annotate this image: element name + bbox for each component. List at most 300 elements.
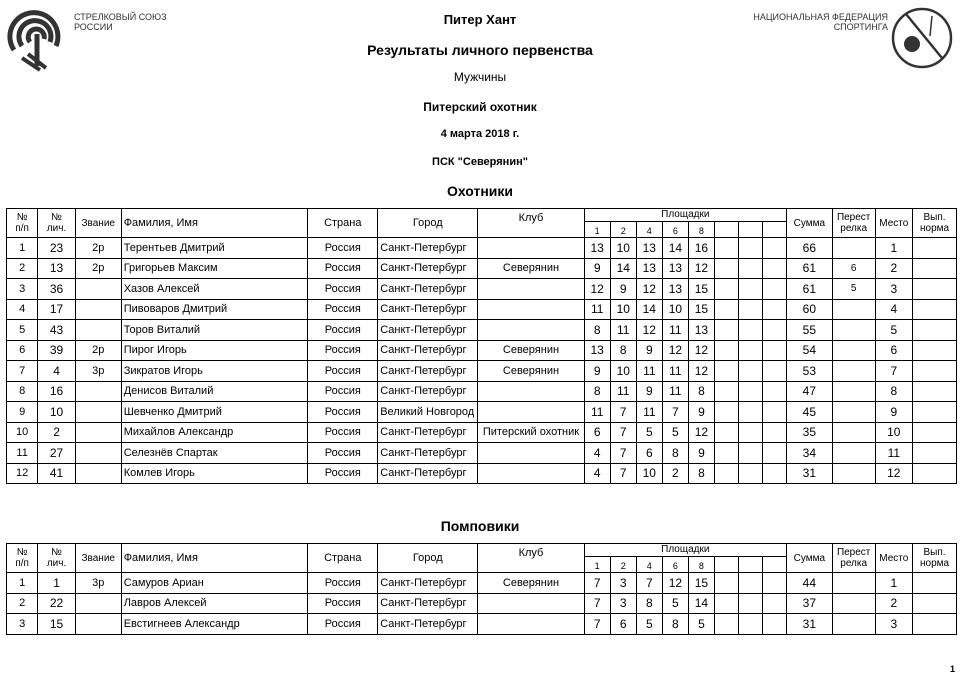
cell-name: Шевченко Дмитрий — [121, 402, 308, 423]
cell-score: 5 — [636, 422, 662, 443]
cell-sum: 44 — [786, 573, 832, 594]
cell-score: 14 — [610, 258, 636, 279]
cell-score: 7 — [610, 422, 636, 443]
cell-shootoff — [832, 463, 875, 484]
cell-pp: 3 — [7, 279, 38, 300]
cell-score: 14 — [662, 238, 688, 259]
cell-sum: 61 — [786, 279, 832, 300]
cell-shootoff: 5 — [832, 279, 875, 300]
cell-score: 9 — [584, 361, 610, 382]
cell-country: Россия — [308, 463, 378, 484]
cell-lic: 22 — [38, 593, 76, 614]
cell-lic: 43 — [38, 320, 76, 341]
cell-club — [478, 279, 584, 300]
col-place: Место — [875, 544, 913, 573]
cell-country: Россия — [308, 443, 378, 464]
cell-score: 13 — [584, 340, 610, 361]
table-row — [7, 238, 957, 259]
cell-rank — [75, 463, 121, 484]
cell-lic: 1 — [38, 573, 76, 594]
cell-country: Россия — [308, 299, 378, 320]
cell-score: 12 — [688, 258, 714, 279]
cell-score-empty — [738, 381, 762, 402]
cell-score: 7 — [610, 443, 636, 464]
area-num: 1 — [584, 222, 610, 238]
cell-lic: 16 — [38, 381, 76, 402]
cell-country: Россия — [308, 340, 378, 361]
cell-norm — [913, 573, 957, 594]
cell-score: 10 — [636, 463, 662, 484]
cell-score: 8 — [662, 443, 688, 464]
cell-place: 11 — [875, 443, 913, 464]
cell-score: 4 — [584, 463, 610, 484]
cell-score-empty — [738, 402, 762, 423]
cell-rank — [75, 381, 121, 402]
cell-rank — [75, 422, 121, 443]
cell-shootoff — [832, 422, 875, 443]
col-lich-line2: лич. — [46, 223, 67, 234]
area-num: 8 — [688, 557, 714, 573]
table-row — [7, 279, 957, 300]
cell-name: Зикратов Игорь — [121, 361, 308, 382]
table-row — [7, 299, 957, 320]
cell-name: Селезнёв Спартак — [121, 443, 308, 464]
cell-score-empty — [738, 340, 762, 361]
cell-score: 6 — [636, 443, 662, 464]
col-sum: Сумма — [786, 209, 832, 238]
cell-score: 10 — [610, 299, 636, 320]
cell-city: Санкт-Петербург — [378, 614, 478, 635]
cell-score: 7 — [636, 573, 662, 594]
cell-name: Лавров Алексей — [121, 593, 308, 614]
cell-score: 12 — [688, 361, 714, 382]
cell-score: 5 — [662, 593, 688, 614]
cell-city: Санкт-Петербург — [378, 299, 478, 320]
cell-name: Хазов Алексей — [121, 279, 308, 300]
table-row — [7, 573, 957, 594]
cell-score: 11 — [610, 320, 636, 341]
cell-score-empty — [738, 238, 762, 259]
cell-place: 9 — [875, 402, 913, 423]
cell-pp: 9 — [7, 402, 38, 423]
cell-rank — [75, 593, 121, 614]
cell-score: 13 — [688, 320, 714, 341]
cell-city: Санкт-Петербург — [378, 340, 478, 361]
table-row — [7, 381, 957, 402]
cell-shootoff — [832, 443, 875, 464]
cell-pp: 7 — [7, 361, 38, 382]
cell-norm — [913, 443, 957, 464]
cell-score-empty — [738, 614, 762, 635]
cell-norm — [913, 361, 957, 382]
cell-score: 14 — [688, 593, 714, 614]
cell-score: 3 — [610, 573, 636, 594]
cell-score: 14 — [636, 299, 662, 320]
results-table-pump — [6, 543, 957, 635]
cell-score: 15 — [688, 299, 714, 320]
cell-norm — [913, 614, 957, 635]
area-empty — [738, 222, 762, 238]
cell-place: 6 — [875, 340, 913, 361]
cell-club: Северянин — [478, 361, 584, 382]
col-norm-line1: Вып. — [923, 547, 946, 558]
results-body-hunters — [7, 238, 957, 484]
cell-shootoff — [832, 614, 875, 635]
cell-club: Северянин — [478, 258, 584, 279]
cell-score: 8 — [584, 320, 610, 341]
cell-score: 5 — [636, 614, 662, 635]
org-right-line1: НАЦИОНАЛЬНАЯ ФЕДЕРАЦИЯ — [753, 12, 888, 22]
cell-shootoff — [832, 299, 875, 320]
cell-sum: 34 — [786, 443, 832, 464]
area-empty — [738, 557, 762, 573]
cell-rank — [75, 299, 121, 320]
cell-score: 6 — [610, 614, 636, 635]
col-norm-line1: Вып. — [923, 212, 946, 223]
cell-city: Санкт-Петербург — [378, 238, 478, 259]
cell-club — [478, 238, 584, 259]
cell-club — [478, 299, 584, 320]
cell-score: 7 — [584, 573, 610, 594]
col-shootoff-line2: релка — [840, 223, 868, 234]
cell-city: Санкт-Петербург — [378, 422, 478, 443]
table-row — [7, 402, 957, 423]
table-row — [7, 258, 957, 279]
col-pp-line1: № — [16, 547, 28, 558]
cell-score-empty — [738, 573, 762, 594]
cell-score: 15 — [688, 279, 714, 300]
cell-club — [478, 463, 584, 484]
cell-country: Россия — [308, 279, 378, 300]
cell-score: 5 — [662, 422, 688, 443]
cell-name: Денисов Виталий — [121, 381, 308, 402]
cell-rank — [75, 443, 121, 464]
table-row — [7, 614, 957, 635]
cell-score: 8 — [636, 593, 662, 614]
cell-club — [478, 402, 584, 423]
cell-rank — [75, 279, 121, 300]
cell-score: 11 — [636, 361, 662, 382]
cell-lic: 17 — [38, 299, 76, 320]
cell-rank: 3р — [75, 573, 121, 594]
cell-score: 13 — [662, 279, 688, 300]
cell-score: 7 — [610, 402, 636, 423]
cell-country: Россия — [308, 361, 378, 382]
cell-score: 12 — [636, 279, 662, 300]
cell-city: Санкт-Петербург — [378, 279, 478, 300]
col-pp-line1: № — [16, 212, 28, 223]
event-venue: ПСК "Северянин" — [432, 156, 528, 168]
cell-score-empty — [762, 593, 786, 614]
cell-score-empty — [762, 573, 786, 594]
col-place: Место — [875, 209, 913, 238]
area-num: 4 — [636, 222, 662, 238]
cell-pp: 2 — [7, 593, 38, 614]
cell-score: 13 — [636, 258, 662, 279]
section-title-hunters: Охотники — [446, 183, 514, 199]
cell-norm — [913, 258, 957, 279]
cell-place: 2 — [875, 593, 913, 614]
cell-score-empty — [714, 340, 738, 361]
col-shootoff — [832, 544, 875, 573]
cell-score-empty — [714, 279, 738, 300]
cell-score-empty — [714, 320, 738, 341]
table-row — [7, 443, 957, 464]
cell-pp: 1 — [7, 238, 38, 259]
cell-city: Санкт-Петербург — [378, 443, 478, 464]
cell-pp: 1 — [7, 573, 38, 594]
cell-score-empty — [762, 614, 786, 635]
cell-score: 7 — [662, 402, 688, 423]
cell-score: 9 — [688, 402, 714, 423]
cell-shootoff — [832, 573, 875, 594]
cell-score: 2 — [662, 463, 688, 484]
cell-city: Санкт-Петербург — [378, 258, 478, 279]
cell-score-empty — [762, 443, 786, 464]
event-title: Питер Хант — [443, 12, 517, 27]
cell-score-empty — [762, 463, 786, 484]
cell-score: 9 — [636, 381, 662, 402]
col-lich-line2: лич. — [46, 558, 67, 569]
col-pp — [7, 544, 38, 573]
cell-club: Питерский охотник — [478, 422, 584, 443]
area-empty — [762, 222, 786, 238]
cell-score: 9 — [636, 340, 662, 361]
cell-club: Северянин — [478, 573, 584, 594]
cell-norm — [913, 238, 957, 259]
cell-rank: 2р — [75, 238, 121, 259]
cell-score: 12 — [662, 573, 688, 594]
cell-score: 9 — [584, 258, 610, 279]
cell-shootoff — [832, 593, 875, 614]
cell-place: 2 — [875, 258, 913, 279]
table-row — [7, 422, 957, 443]
cell-place: 3 — [875, 279, 913, 300]
cell-score-empty — [738, 422, 762, 443]
col-name: Фамилия, Имя — [121, 544, 308, 573]
cell-score-empty — [714, 422, 738, 443]
cell-lic: 10 — [38, 402, 76, 423]
area-num: 2 — [610, 557, 636, 573]
col-areas: Площадки — [584, 209, 786, 222]
col-lich — [38, 209, 76, 238]
cell-score-empty — [738, 299, 762, 320]
org-left-line1: СТРЕЛКОВЫЙ СОЮЗ — [74, 12, 167, 22]
cell-score-empty — [762, 381, 786, 402]
cell-score: 11 — [662, 381, 688, 402]
cell-score-empty — [714, 614, 738, 635]
cell-pp: 2 — [7, 258, 38, 279]
cell-norm — [913, 320, 957, 341]
cell-place: 1 — [875, 238, 913, 259]
cell-rank: 2р — [75, 258, 121, 279]
cell-sum: 47 — [786, 381, 832, 402]
cell-score: 9 — [610, 279, 636, 300]
col-shootoff-line2: релка — [840, 558, 868, 569]
section-title-pump: Помповики — [440, 518, 520, 534]
cell-place: 12 — [875, 463, 913, 484]
area-empty — [762, 557, 786, 573]
cell-norm — [913, 279, 957, 300]
cell-country: Россия — [308, 402, 378, 423]
area-empty — [714, 557, 738, 573]
cell-score: 10 — [610, 238, 636, 259]
cell-score: 11 — [662, 320, 688, 341]
cell-city: Санкт-Петербург — [378, 463, 478, 484]
cell-sum: 31 — [786, 463, 832, 484]
col-pp-line2: п/п — [15, 223, 29, 234]
cell-score: 9 — [688, 443, 714, 464]
cell-lic: 39 — [38, 340, 76, 361]
cell-pp: 5 — [7, 320, 38, 341]
table-row — [7, 320, 957, 341]
cell-score-empty — [738, 279, 762, 300]
cell-score-empty — [762, 279, 786, 300]
cell-lic: 23 — [38, 238, 76, 259]
cell-club — [478, 614, 584, 635]
cell-pp: 12 — [7, 463, 38, 484]
cell-score: 3 — [610, 593, 636, 614]
area-num: 8 — [688, 222, 714, 238]
col-lich-line1: № — [51, 212, 62, 223]
cell-score: 8 — [662, 614, 688, 635]
cell-lic: 4 — [38, 361, 76, 382]
cell-sum: 54 — [786, 340, 832, 361]
cell-score: 10 — [610, 361, 636, 382]
cell-score: 12 — [688, 340, 714, 361]
cell-norm — [913, 381, 957, 402]
results-table-hunters — [6, 208, 957, 484]
col-club: Клуб — [478, 544, 584, 573]
cell-country: Россия — [308, 320, 378, 341]
col-shootoff-line1: Перест — [836, 547, 871, 558]
cell-pp: 11 — [7, 443, 38, 464]
results-body-pump — [7, 573, 957, 635]
area-num: 6 — [662, 557, 688, 573]
col-norm — [913, 544, 957, 573]
col-country: Страна — [308, 209, 378, 238]
cell-club: Северянин — [478, 340, 584, 361]
cell-lic: 36 — [38, 279, 76, 300]
cell-place: 4 — [875, 299, 913, 320]
cell-sum: 35 — [786, 422, 832, 443]
cell-place: 5 — [875, 320, 913, 341]
cell-rank — [75, 402, 121, 423]
cell-norm — [913, 593, 957, 614]
cell-place: 8 — [875, 381, 913, 402]
col-pp-line2: п/п — [15, 558, 29, 569]
cell-name: Пирог Игорь — [121, 340, 308, 361]
cell-rank — [75, 320, 121, 341]
cell-score: 11 — [584, 299, 610, 320]
cell-score: 13 — [584, 238, 610, 259]
cell-score-empty — [738, 361, 762, 382]
col-city: Город — [378, 544, 478, 573]
cell-score-empty — [714, 381, 738, 402]
cell-score: 15 — [688, 573, 714, 594]
area-num: 4 — [636, 557, 662, 573]
cell-score: 8 — [688, 463, 714, 484]
cell-sum: 60 — [786, 299, 832, 320]
cell-rank: 2р — [75, 340, 121, 361]
cell-score: 8 — [688, 381, 714, 402]
cell-score: 13 — [662, 258, 688, 279]
cell-sum: 55 — [786, 320, 832, 341]
org-right-line2: СПОРТИНГА — [833, 22, 888, 32]
cell-lic: 41 — [38, 463, 76, 484]
cell-name: Пивоваров Дмитрий — [121, 299, 308, 320]
table-row — [7, 340, 957, 361]
cell-score: 8 — [610, 340, 636, 361]
cell-country: Россия — [308, 573, 378, 594]
cell-sum: 61 — [786, 258, 832, 279]
cell-score-empty — [714, 299, 738, 320]
col-club: Клуб — [478, 209, 584, 238]
cell-score: 11 — [584, 402, 610, 423]
cell-place: 10 — [875, 422, 913, 443]
cell-country: Россия — [308, 381, 378, 402]
cell-score-empty — [738, 443, 762, 464]
cell-score-empty — [714, 593, 738, 614]
cell-score-empty — [738, 593, 762, 614]
cell-name: Комлев Игорь — [121, 463, 308, 484]
cell-name: Григорьев Максим — [121, 258, 308, 279]
cell-city: Санкт-Петербург — [378, 320, 478, 341]
cell-score-empty — [762, 320, 786, 341]
cell-shootoff — [832, 340, 875, 361]
competition-name: Питерский охотник — [423, 100, 537, 114]
cell-score-empty — [762, 361, 786, 382]
col-lich — [38, 544, 76, 573]
cell-club — [478, 443, 584, 464]
cell-score: 11 — [636, 402, 662, 423]
cell-shootoff — [832, 320, 875, 341]
cell-score-empty — [714, 361, 738, 382]
cell-score-empty — [762, 422, 786, 443]
cell-score-empty — [762, 340, 786, 361]
cell-norm — [913, 340, 957, 361]
cell-score: 13 — [636, 238, 662, 259]
cell-score: 7 — [584, 614, 610, 635]
col-pp — [7, 209, 38, 238]
cell-shootoff — [832, 402, 875, 423]
cell-place: 7 — [875, 361, 913, 382]
cell-club — [478, 381, 584, 402]
cell-country: Россия — [308, 238, 378, 259]
cell-score-empty — [714, 258, 738, 279]
cell-place: 3 — [875, 614, 913, 635]
results-subtitle: Результаты личного первенства — [367, 42, 593, 58]
cell-score: 7 — [610, 463, 636, 484]
cell-sum: 37 — [786, 593, 832, 614]
cell-score: 4 — [584, 443, 610, 464]
col-city: Город — [378, 209, 478, 238]
cell-country: Россия — [308, 614, 378, 635]
cell-score: 12 — [636, 320, 662, 341]
cell-pp: 6 — [7, 340, 38, 361]
cell-norm — [913, 422, 957, 443]
cell-score-empty — [762, 258, 786, 279]
cell-score-empty — [714, 463, 738, 484]
cell-pp: 10 — [7, 422, 38, 443]
cell-lic: 2 — [38, 422, 76, 443]
cell-sum: 66 — [786, 238, 832, 259]
cell-score-empty — [738, 320, 762, 341]
page-number: 1 — [950, 664, 956, 674]
cell-score-empty — [762, 238, 786, 259]
cell-score: 12 — [688, 422, 714, 443]
cell-sum: 45 — [786, 402, 832, 423]
